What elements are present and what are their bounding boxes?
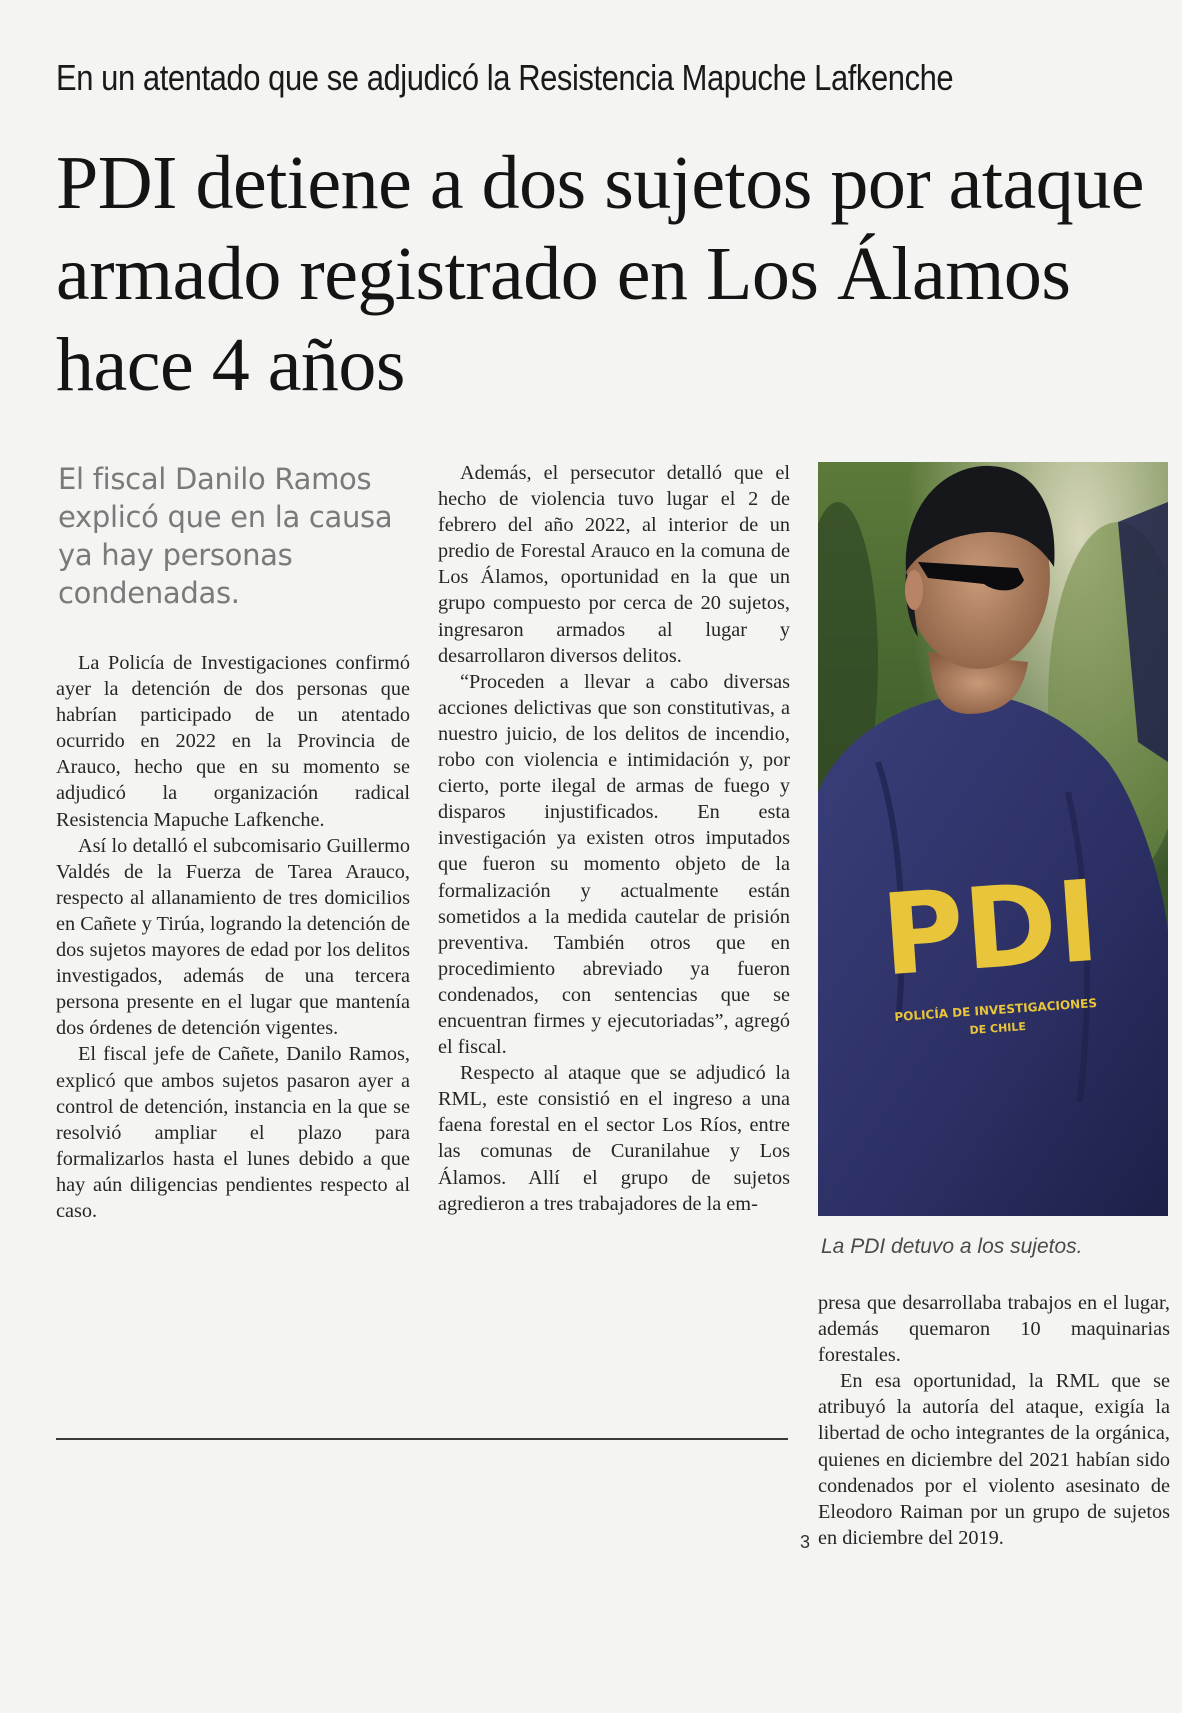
body-column-3 xyxy=(818,1290,1170,1551)
paragraph: La Policía de Investigaciones confirmó ayer la detención de dos personas que habrían participado de un atentado ocurrido en 2022 en la Provincia de Arauco, hecho que en su momento se adjudicó la organización radical Resistencia Mapuche Lafkenche. xyxy=(56,652,410,831)
deck: El fiscal Danilo Ramos explicó que en la causa ya hay personas condenadas. xyxy=(58,462,393,610)
kicker: En un atentado que se adjudicó la Resistencia Mapuche Lafkenche xyxy=(56,57,954,98)
pdi-officer-image xyxy=(818,462,1168,1216)
paragraph: Respecto al ataque que se adjudicó la RML, este consistió en el ingreso a una faena forestal en el sector Los Ríos, entre las comunas de Curanilahue y Los Álamos. Allí el grupo de sujetos agredieron a tres trabajadores de la em- xyxy=(438,1062,790,1215)
news-photo xyxy=(818,462,1168,1216)
pdi-logo-subtext: POLICÍA DE INVESTIGACIONES xyxy=(893,995,1098,1025)
paragraph: “Proceden a llevar a cabo diversas acciones delictivas que son constitutivas, a nuestro juicio, de los delitos de incendio, robo con violencia e intimidación y, por cierto, porte ilegal de armas de fuego y disparos injustificados. En esta investigación ya existen otros imputados que fueron su momento objeto de la formalización y actualmente están sometidos a la medida cautelar de prisión preventiva. También otros que en procedimiento abreviado ya fueron condenados, con sentencias que se encuentran firmes y ejecutoriadas”, agregó el fiscal. xyxy=(438,670,790,1059)
body-column-1 xyxy=(56,650,410,1224)
paragraph: presa que desarrollaba trabajos en el lugar, además quemaron 10 maquinarias forestales. xyxy=(818,1292,1170,1367)
paragraph: Así lo detalló el subcomisario Guillermo Valdés de la Fuerza de Tarea Arauco, respecto al allanamiento de tres domicilios en Cañete y Tirúa, logrando la detención de dos sujetos mayores de edad por los delitos investigados, además de una tercera persona presente en el lugar que mantenía dos órdenes de detención vigentes. xyxy=(56,834,410,1040)
page-number: 3 xyxy=(800,1532,811,1552)
pdi-logo-text: PDI xyxy=(877,856,1103,1002)
divider-rule xyxy=(56,1438,788,1440)
headline: PDI detiene a dos sujetos por ataque armado registrado en Los Álamos hace 4 años xyxy=(56,141,1144,407)
paragraph: El fiscal jefe de Cañete, Danilo Ramos, explicó que ambos sujetos pasaron ayer a control de detención, instancia en la que se resolvió ampliar el plazo para formalizarlos hasta el lunes debido a que hay aún diligencias pendientes respecto al caso. xyxy=(56,1043,410,1222)
paragraph: En esa oportunidad, la RML que se atribuyó la autoría del ataque, exigía la libertad de ocho integrantes de la orgánica, quienes en diciembre del 2021 habían sido condenados por el violento asesinato de Eleodoro Raiman por un grupo de sujetos en diciembre del 2019. xyxy=(818,1370,1170,1549)
photo-caption: La PDI detuvo a los sujetos. xyxy=(821,1235,1083,1258)
paragraph: Además, el persecutor detalló que el hecho de violencia tuvo lugar el 2 de febrero del año 2022, al interior de un predio de Forestal Arauco en la comuna de Los Álamos, oportunidad en la que un grupo compuesto por cerca de 20 sujetos, ingresaron armados al lugar y desarrollaron diversos delitos. xyxy=(438,462,790,667)
pdi-logo-subtext: DE CHILE xyxy=(969,1020,1027,1037)
body-column-2 xyxy=(438,460,790,1217)
